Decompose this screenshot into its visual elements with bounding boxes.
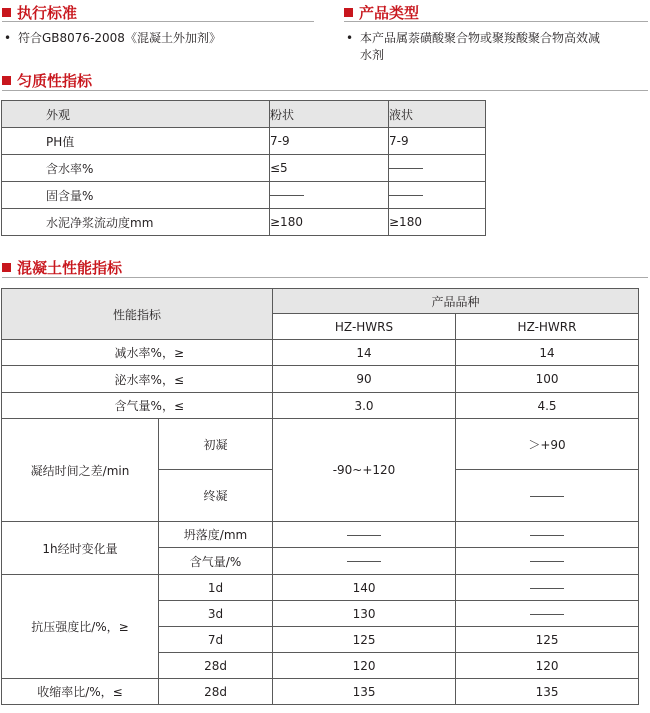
- concrete-header-product: 产品品种: [273, 289, 639, 314]
- h1-slump-b: [456, 522, 639, 548]
- shrinkage-age: 28d: [159, 679, 273, 705]
- uniformity-cell: [389, 182, 486, 209]
- h1-slump-a: [273, 522, 456, 548]
- concrete-header-index: 性能指标: [2, 289, 273, 340]
- dash-icon: [347, 561, 381, 562]
- uniformity-cell: [389, 155, 486, 182]
- table-row: [2, 522, 639, 548]
- uniformity-cell: 7-9: [270, 128, 389, 155]
- setting-b-final: [456, 470, 639, 522]
- concrete-variant-b: HZ-HWRR: [456, 314, 639, 340]
- red-square-icon: [2, 76, 11, 85]
- concrete-title: [2, 257, 122, 278]
- uniformity-cell: PH值: [2, 128, 270, 155]
- red-square-icon: [2, 8, 11, 17]
- uniformity-cell: 7-9: [389, 128, 486, 155]
- standard-text-value: 符合GB8076-2008《混凝土外加剂》: [18, 31, 221, 45]
- compressive-age: 28d: [159, 653, 273, 679]
- water-reduction-a: 14: [273, 340, 456, 366]
- product-type-title-text: 产品类型: [359, 4, 420, 22]
- table-row: [2, 575, 639, 601]
- uniformity-cell: [270, 182, 389, 209]
- product-type-text-line2: 水剂: [360, 48, 385, 62]
- setting-initial-label: 初凝: [159, 419, 273, 470]
- uniformity-divider: [2, 90, 648, 91]
- compressive-age: 3d: [159, 601, 273, 627]
- product-type-divider: [344, 21, 648, 22]
- uniformity-cell: 水泥净浆流动度mm: [2, 209, 270, 236]
- h1-slump-label: 坍落度/mm: [159, 522, 273, 548]
- h1-air-b: [456, 548, 639, 575]
- compressive-label: 抗压强度比/%，≥: [2, 575, 159, 679]
- concrete-table: [1, 288, 639, 705]
- h1-change-label: 1h经时变化量: [2, 522, 159, 575]
- standard-text: • 符合GB8076-2008《混凝土外加剂》: [4, 31, 221, 45]
- table-row: [2, 393, 639, 419]
- concrete-title-text: 混凝土性能指标: [17, 259, 123, 277]
- table-row: [2, 366, 639, 393]
- red-square-icon: [344, 8, 353, 17]
- setting-final-label: 终凝: [159, 470, 273, 522]
- table-row: [2, 128, 486, 155]
- shrinkage-label: 收缩率比/%，≤: [2, 679, 159, 705]
- compressive-b: [456, 601, 639, 627]
- compressive-a: 125: [273, 627, 456, 653]
- bleeding-label: 泌水率%，≤: [2, 366, 273, 393]
- concrete-variant-a: HZ-HWRS: [273, 314, 456, 340]
- uniformity-cell: 固含量%: [2, 182, 270, 209]
- compressive-a: 130: [273, 601, 456, 627]
- compressive-age: 7d: [159, 627, 273, 653]
- compressive-a: 140: [273, 575, 456, 601]
- table-row: [2, 182, 486, 209]
- compressive-b: [456, 575, 639, 601]
- compressive-b: 125: [456, 627, 639, 653]
- h1-air-a: [273, 548, 456, 575]
- uniformity-header-appearance: 外观: [2, 101, 270, 128]
- dash-icon: [530, 561, 564, 562]
- standard-divider: [2, 21, 314, 22]
- compressive-age: 1d: [159, 575, 273, 601]
- uniformity-title-text: 匀质性指标: [17, 72, 93, 90]
- product-type-text-line1: 本产品属萘磺酸聚合物或聚羧酸聚合物高效减: [360, 31, 601, 45]
- uniformity-cell: ≥180: [389, 209, 486, 236]
- setting-time-label: 凝结时间之差/min: [2, 419, 159, 522]
- standard-title-text: 执行标准: [17, 4, 78, 22]
- compressive-a: 120: [273, 653, 456, 679]
- dash-icon: [530, 614, 564, 615]
- dash-icon: [389, 195, 423, 196]
- air-content-a: 3.0: [273, 393, 456, 419]
- setting-a: -90~+120: [273, 419, 456, 522]
- concrete-divider: [2, 277, 648, 278]
- uniformity-cell: ≤5: [270, 155, 389, 182]
- uniformity-cell: 含水率%: [2, 155, 270, 182]
- dash-icon: [530, 535, 564, 536]
- uniformity-table: [1, 100, 486, 236]
- table-row: [2, 340, 639, 366]
- water-reduction-b: 14: [456, 340, 639, 366]
- shrinkage-a: 135: [273, 679, 456, 705]
- standard-title: [2, 2, 77, 23]
- bleeding-b: 100: [456, 366, 639, 393]
- table-row: [2, 679, 639, 705]
- dash-icon: [347, 535, 381, 536]
- dash-icon: [389, 168, 423, 169]
- air-content-label: 含气量%，≤: [2, 393, 273, 419]
- water-reduction-label: 减水率%，≥: [2, 340, 273, 366]
- product-type-text: • 本产品属萘磺酸聚合物或聚羧酸聚合物高效减 水剂: [346, 31, 601, 62]
- dash-icon: [270, 195, 304, 196]
- uniformity-header-liquid: 液状: [389, 101, 486, 128]
- table-row: [2, 209, 486, 236]
- table-row: [2, 419, 639, 470]
- compressive-b: 120: [456, 653, 639, 679]
- h1-air-label: 含气量/%: [159, 548, 273, 575]
- dash-icon: [530, 588, 564, 589]
- uniformity-title: [2, 70, 92, 91]
- uniformity-header-powder: 粉状: [270, 101, 389, 128]
- product-type-title: [344, 2, 419, 23]
- shrinkage-b: 135: [456, 679, 639, 705]
- dash-icon: [530, 496, 564, 497]
- table-row: [2, 101, 486, 128]
- uniformity-cell: ≥180: [270, 209, 389, 236]
- table-row: [2, 155, 486, 182]
- setting-b-initial: ＞+90: [456, 419, 639, 470]
- red-square-icon: [2, 263, 11, 272]
- table-row: [2, 289, 639, 314]
- air-content-b: 4.5: [456, 393, 639, 419]
- bleeding-a: 90: [273, 366, 456, 393]
